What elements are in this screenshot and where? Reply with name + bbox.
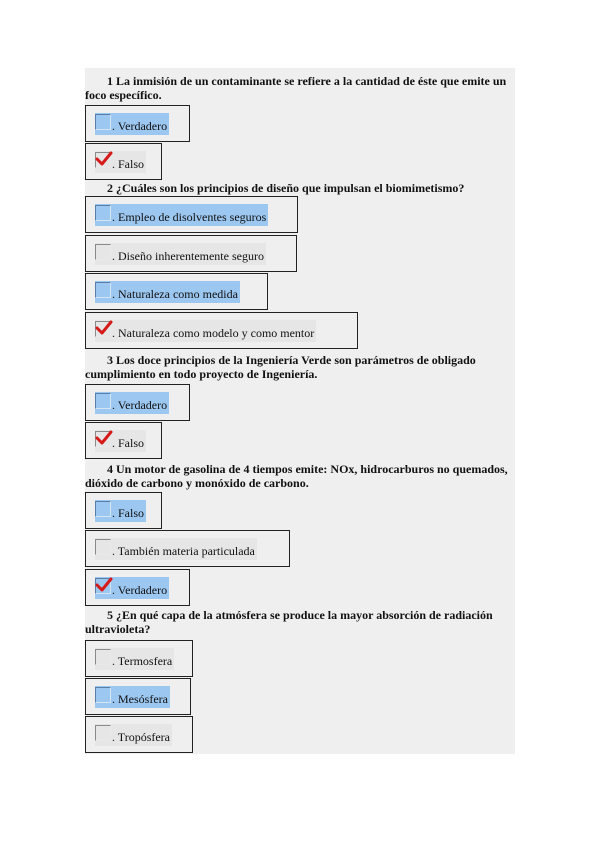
checkbox-checked-icon[interactable] bbox=[95, 321, 111, 337]
checkbox-icon[interactable] bbox=[95, 501, 111, 517]
question-text: 2 ¿Cuáles son los principios de diseño que impulsan el biomimetismo? bbox=[107, 181, 465, 195]
option-q5-termosfera[interactable] bbox=[85, 640, 193, 677]
checkbox-icon[interactable] bbox=[95, 649, 111, 665]
option-q2-naturaleza-mentor[interactable] bbox=[85, 312, 358, 349]
option-label: . También materia particulada bbox=[112, 544, 255, 558]
checkbox-icon[interactable] bbox=[95, 114, 111, 130]
option-q3-falso[interactable] bbox=[85, 422, 162, 459]
question-text: 1 La inmisión de un contaminante se refiere a la cantidad de éste que emite un foco específico. bbox=[85, 74, 507, 102]
option-q2-disolventes[interactable] bbox=[85, 196, 298, 233]
question-2 bbox=[85, 181, 515, 195]
option-label: . Falso bbox=[112, 157, 145, 171]
option-label: . Verdadero bbox=[112, 583, 168, 597]
checkbox-icon[interactable] bbox=[95, 393, 111, 409]
option-q1-falso[interactable] bbox=[85, 143, 162, 180]
checkbox-icon[interactable] bbox=[95, 725, 111, 741]
option-label: . Naturaleza como modelo y como mentor bbox=[112, 326, 315, 340]
option-q1-verdadero[interactable] bbox=[85, 105, 190, 142]
checkbox-icon[interactable] bbox=[95, 539, 111, 555]
checkbox-checked-icon[interactable] bbox=[95, 578, 111, 594]
checkbox-icon[interactable] bbox=[95, 205, 111, 221]
option-label: . Verdadero bbox=[112, 398, 168, 412]
question-text: 5 ¿En qué capa de la atmósfera se produce la mayor absorción de radiación ultravioleta? bbox=[85, 608, 493, 636]
question-text: 3 Los doce principios de la Ingeniería Verde son parámetros de obligado cumplimiento en todo proyecto de Ingeniería. bbox=[85, 353, 476, 381]
option-label: . Termosfera bbox=[112, 654, 173, 668]
option-q5-troposfera[interactable] bbox=[85, 716, 193, 753]
option-label: . Mesósfera bbox=[112, 692, 168, 706]
option-q2-diseno-seguro[interactable] bbox=[85, 235, 297, 272]
question-4 bbox=[85, 462, 515, 490]
checkbox-checked-icon[interactable] bbox=[95, 431, 111, 447]
option-q2-naturaleza-medida[interactable] bbox=[85, 273, 268, 310]
option-label: . Tropósfera bbox=[112, 730, 171, 744]
option-label: . Empleo de disolventes seguros bbox=[112, 210, 267, 224]
option-label: . Falso bbox=[112, 436, 145, 450]
option-q4-falso[interactable] bbox=[85, 492, 162, 529]
question-3 bbox=[85, 353, 515, 381]
question-1 bbox=[85, 74, 515, 102]
option-label: . Falso bbox=[112, 506, 145, 520]
question-5 bbox=[85, 608, 515, 636]
checkbox-icon[interactable] bbox=[95, 687, 111, 703]
option-label: . Diseño inherentemente seguro bbox=[112, 249, 264, 263]
option-q3-verdadero[interactable] bbox=[85, 384, 190, 421]
checkbox-icon[interactable] bbox=[95, 244, 111, 260]
option-label: . Naturaleza como medida bbox=[112, 287, 238, 301]
checkbox-icon[interactable] bbox=[95, 282, 111, 298]
option-q4-materia-particulada[interactable] bbox=[85, 530, 290, 567]
option-q4-verdadero[interactable] bbox=[85, 569, 190, 606]
option-label: . Verdadero bbox=[112, 119, 168, 133]
question-text: 4 Un motor de gasolina de 4 tiempos emite: NOx, hidrocarburos no quemados, dióxido de carbono y monóxido de carbono. bbox=[85, 462, 508, 490]
option-q5-mesosfera[interactable] bbox=[85, 678, 191, 715]
checkbox-checked-icon[interactable] bbox=[95, 152, 111, 168]
